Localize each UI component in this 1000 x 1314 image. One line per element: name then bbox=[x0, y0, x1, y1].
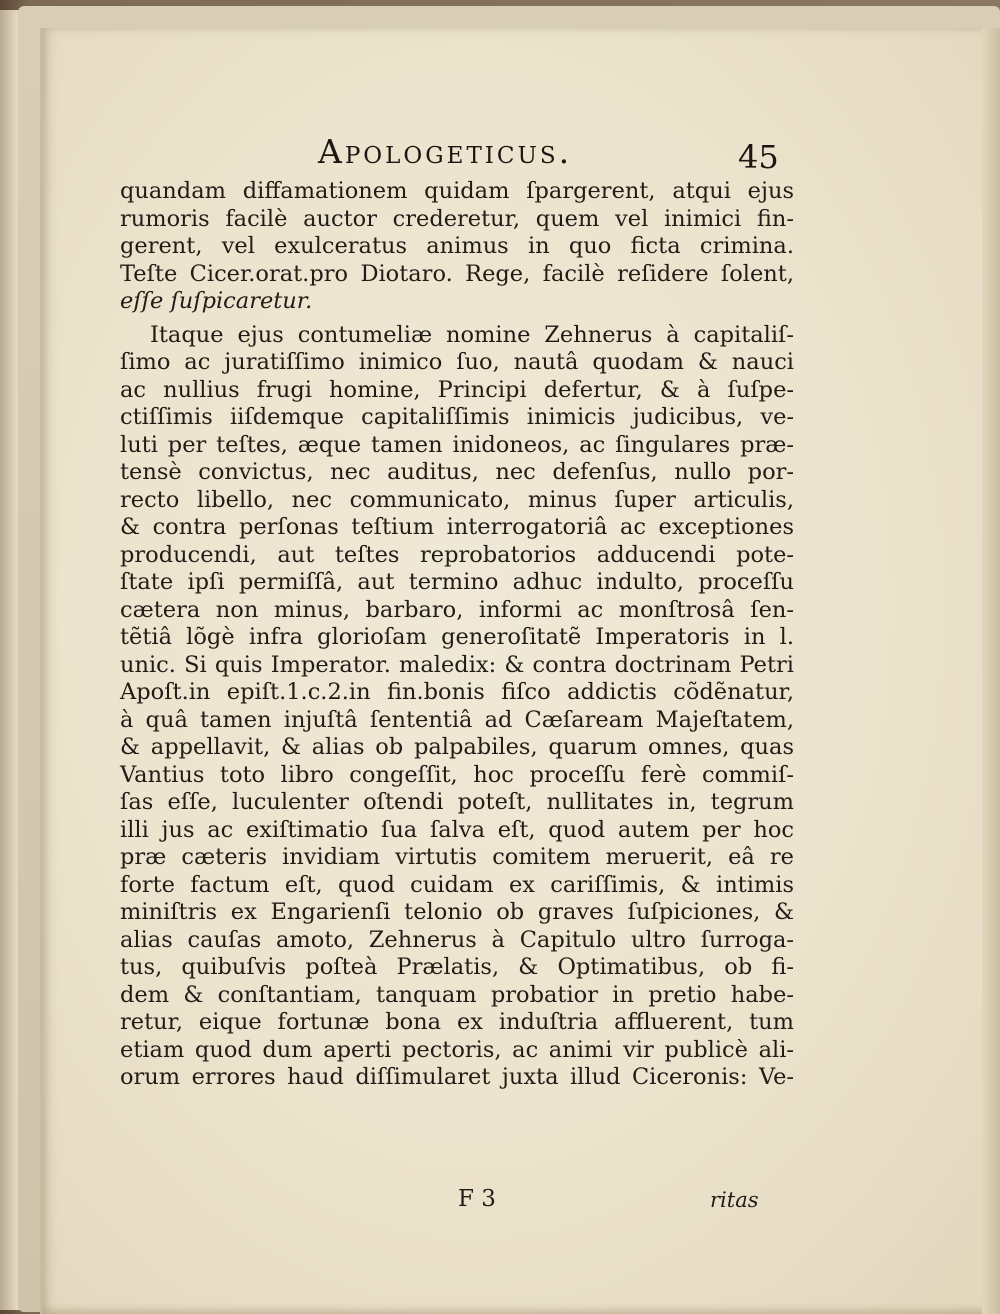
page-number: 45 bbox=[738, 138, 779, 176]
text-line: & contra perſonas teſtium interrogatoriâ ac exceptiones bbox=[120, 514, 794, 540]
text-line: eſſe ſuſpicaretur. bbox=[120, 288, 313, 314]
text-line: tẽtiâ lõgè infra glorioſam generoſitatẽ Imperatoris in l. bbox=[120, 624, 794, 650]
book-page bbox=[40, 28, 1000, 1314]
text-line: & appellavit, & alias ob palpabiles, quarum omnes, quas bbox=[120, 734, 794, 760]
signature-mark: F 3 bbox=[458, 1186, 496, 1212]
text-line: unic. Si quis Imperator. maledix: & contra doctrinam Petri bbox=[120, 651, 794, 678]
text-line: illi jus ac exiſtimatio ſua ſalva eſt, quod autem per hoc bbox=[120, 816, 794, 843]
text-line: cætera non minus, barbaro, informi ac monſtrosâ ſen- bbox=[120, 596, 794, 623]
text-line: forte factum eſt, quod cuidam ex cariſſimis, & intimis bbox=[120, 871, 794, 898]
text-line: ac nullius frugi homine, Principi defertur, & à ſuſpe- bbox=[120, 376, 794, 403]
text-line: Vantius toto libro congeſſit, hoc proceſſu ferè commiſ- bbox=[120, 761, 794, 788]
text-line: Apoſt.in epiſt.1.c.2.in fin.bonis fiſco addictis cõdẽnatur, bbox=[120, 679, 794, 705]
text-line: orum errores haud diſſimularet juxta illud Ciceronis: Ve- bbox=[120, 1064, 794, 1090]
text-line: luti per teſtes, æque tamen inidoneos, ac ſingulares præ- bbox=[120, 431, 794, 458]
page-header bbox=[42, 132, 1000, 178]
text-line: Itaque ejus contumeliæ nomine Zehnerus à capitaliſ- bbox=[150, 321, 794, 348]
text-line: miniſtris ex Engarienſi telonio ob graves ſuſpiciones, & bbox=[120, 899, 794, 925]
text-line: recto libello, nec communicato, minus ſuper articulis, bbox=[120, 486, 794, 513]
text-line: alias cauſas amoto, Zehnerus à Capitulo ultro ſurroga- bbox=[120, 926, 794, 953]
page-stack bbox=[18, 6, 1000, 1312]
text-line: quandam diffamationem quidam ſpargerent, atqui ejus bbox=[120, 178, 794, 204]
page-fore-edge bbox=[982, 28, 1000, 1314]
body-text bbox=[120, 178, 794, 1092]
text-line: tensè convictus, nec auditus, nec defenſus, nullo por- bbox=[120, 459, 794, 485]
text-line: tus, quibuſvis poſteà Prælatis, & Optimatibus, ob fi- bbox=[120, 954, 794, 980]
text-line: gerent, vel exulceratus animus in quo ficta crimina. bbox=[120, 233, 794, 259]
text-line: ſimo ac juratiſſimo inimico ſuo, nautâ quodam & nauci bbox=[120, 349, 794, 375]
text-line: præ cæteris invidiam virtutis comitem meruerit, eâ re bbox=[120, 844, 794, 870]
text-line: producendi, aut teſtes reprobatorios adducendi pote- bbox=[120, 541, 794, 568]
text-line: etiam quod dum aperti pectoris, ac animi vir publicè ali- bbox=[120, 1036, 794, 1063]
text-line: ctiſſimis iiſdemque capitaliſſimis inimicis judicibus, ve- bbox=[120, 404, 794, 430]
text-line: dem & conſtantiam, tanquam probatior in pretio habe- bbox=[120, 981, 794, 1008]
text-line: à quâ tamen injuſtâ ſententiâ ad Cæſaream Majeſtatem, bbox=[120, 706, 794, 733]
text-line: ſtate ipſi permiſſâ, aut termino adhuc indulto, proceſſu bbox=[120, 569, 794, 595]
page-footer bbox=[42, 1186, 1000, 1220]
running-title: Apologeticus. bbox=[318, 132, 573, 171]
text-line: retur, eique fortunæ bona ex induſtria affluerent, tum bbox=[120, 1009, 794, 1035]
text-line: ſas eſſe, luculenter oſtendi poteſt, nullitates in, tegrum bbox=[120, 789, 794, 815]
text-line: rumoris facilè auctor crederetur, quem vel inimici fin- bbox=[120, 205, 794, 232]
text-line: Teſte Cicer.orat.pro Diotaro. Rege, facilè reſidere ſolent, bbox=[120, 260, 794, 287]
catchword: ritas bbox=[710, 1188, 759, 1212]
